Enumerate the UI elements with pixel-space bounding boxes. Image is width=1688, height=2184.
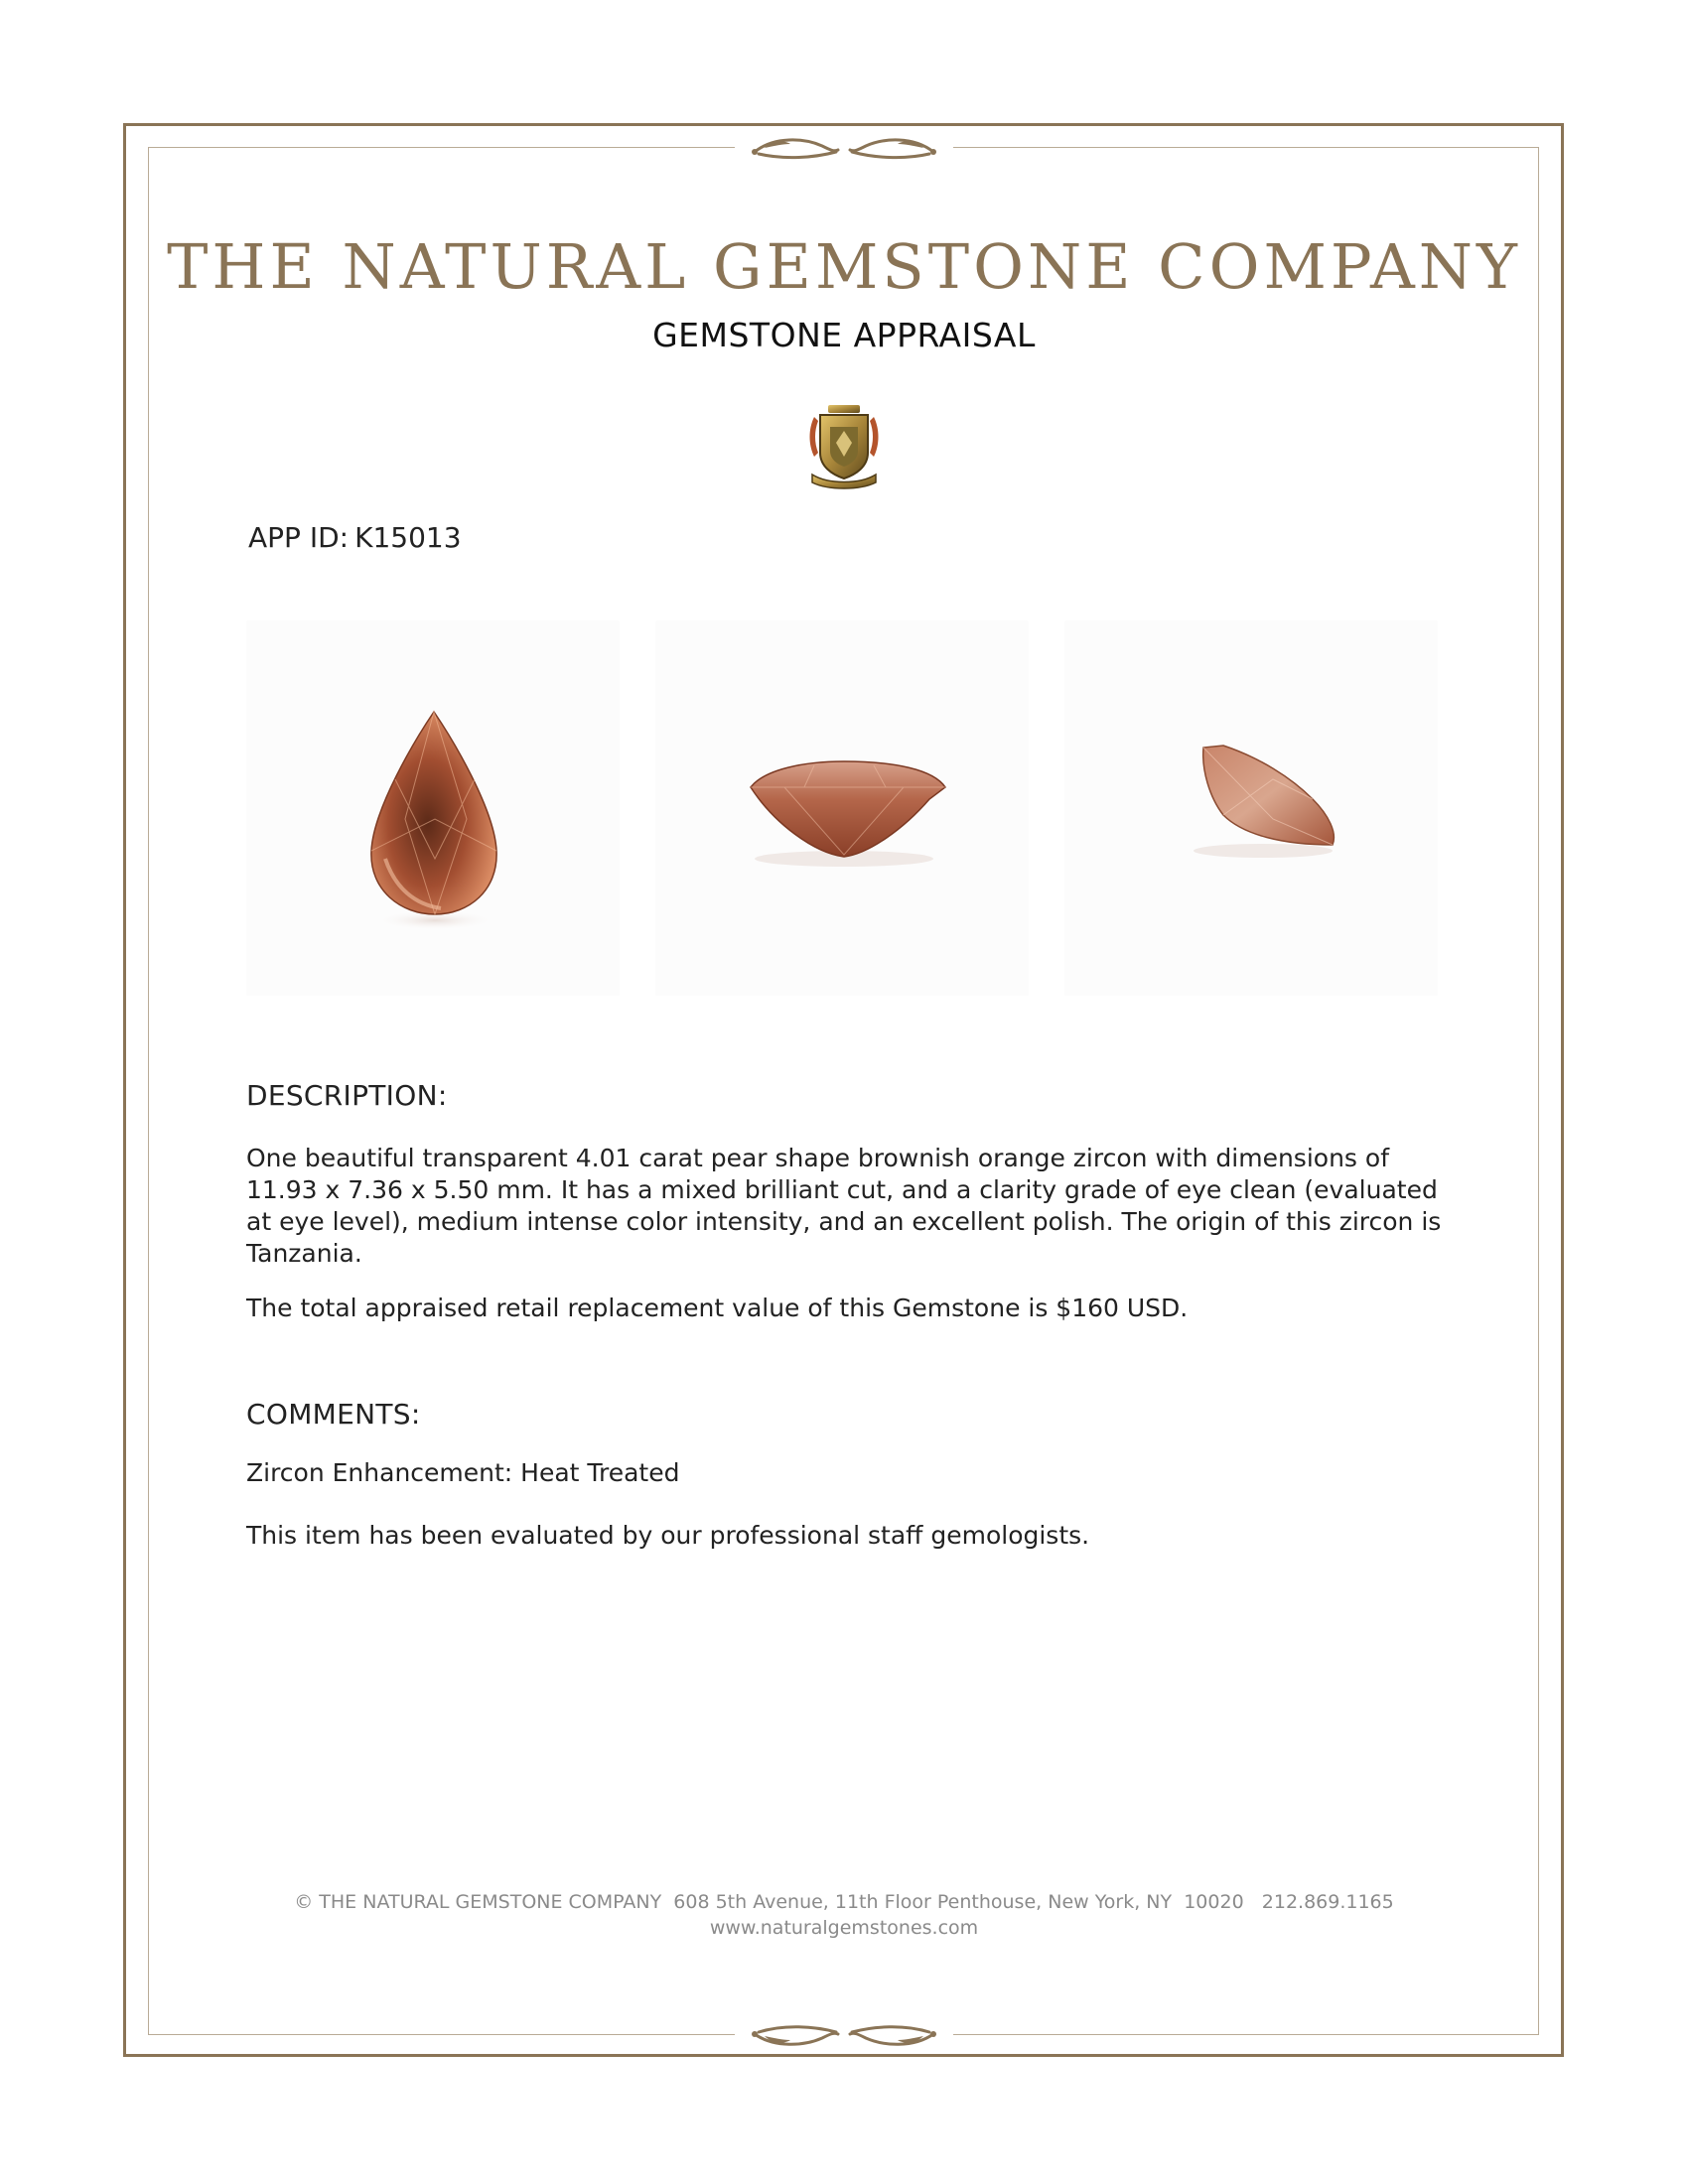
bottom-ornament-icon — [735, 2020, 953, 2054]
gem-photo-front — [246, 620, 620, 996]
app-id — [248, 521, 462, 554]
footer-website[interactable]: www.naturalgemstones.com — [709, 1917, 979, 1939]
app-id-label: APP ID: — [248, 521, 350, 554]
app-id-value: K15013 — [354, 521, 462, 554]
top-ornament-icon — [735, 130, 953, 164]
gem-photo-side — [655, 620, 1029, 996]
gem-photo-angle — [1064, 620, 1438, 996]
gemstone-gallery — [246, 620, 1438, 996]
company-crest-icon — [800, 401, 888, 492]
footer-address: © THE NATURAL GEMSTONE COMPANY 608 5th Avenue, 11th Floor Penthouse, New York, NY 10020 212.869.1165 — [294, 1891, 1394, 1913]
evaluation-text: This item has been evaluated by our professional staff gemologists. — [246, 1521, 1090, 1550]
enhancement-text: Zircon Enhancement: Heat Treated — [246, 1458, 680, 1487]
appraised-value-text: The total appraised retail replacement value of this Gemstone is $160 USD. — [246, 1294, 1189, 1322]
description-heading: DESCRIPTION: — [246, 1079, 448, 1112]
description-text: One beautiful transparent 4.01 carat pear shape brownish orange zircon with dimensions of 11.93 x 7.36 x 5.50 mm. It has a mixed brilliant cut, and a clarity grade of eye clean (evaluated at eye level), medium intense color intensity, and an excellent polish. The origin of this zircon is Tanzania. — [246, 1144, 1442, 1268]
comments-heading: COMMENTS: — [246, 1398, 421, 1431]
footer — [149, 1889, 1539, 1941]
document-title: GEMSTONE APPRAISAL — [652, 316, 1036, 354]
company-name: THE NATURAL GEMSTONE COMPANY — [167, 230, 1521, 303]
